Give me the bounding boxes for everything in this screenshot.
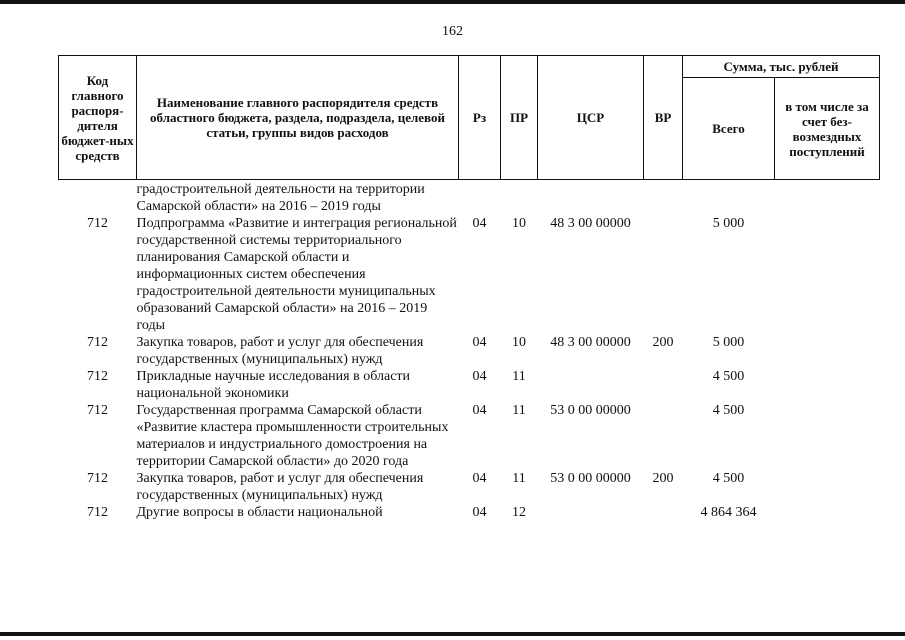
cell-csr: 48 3 00 00000 bbox=[550, 335, 631, 350]
cell-vr bbox=[644, 215, 683, 334]
top-border-rule bbox=[0, 0, 905, 4]
table-row bbox=[59, 470, 880, 504]
header-total: Всего bbox=[683, 78, 775, 180]
cell-vr: 200 bbox=[652, 471, 674, 486]
header-free: в том числе за счет без-возмездных поступлений bbox=[775, 78, 880, 180]
page-number: 162 bbox=[442, 24, 463, 39]
cell-pr: 11 bbox=[512, 369, 526, 384]
cell-code: 712 bbox=[87, 505, 108, 520]
table-row bbox=[59, 334, 880, 368]
cell-free bbox=[775, 215, 880, 334]
cell-rz: 04 bbox=[472, 471, 487, 486]
cell-total: 4 500 bbox=[712, 403, 745, 418]
cell-free bbox=[775, 334, 880, 368]
cell-pr: 11 bbox=[512, 471, 526, 486]
header-vr: ВР bbox=[644, 56, 683, 180]
bottom-border-rule bbox=[0, 632, 905, 636]
header-rz: Рз bbox=[459, 56, 501, 180]
header-sum: Сумма, тыс. рублей bbox=[683, 56, 880, 78]
cell-free bbox=[775, 180, 880, 216]
header-pr: ПР bbox=[501, 56, 538, 180]
cell-free bbox=[775, 402, 880, 470]
cell-total: 5 000 bbox=[712, 335, 745, 350]
cell-vr bbox=[644, 504, 683, 521]
budget-table bbox=[58, 55, 880, 521]
cell-rz: 04 bbox=[472, 369, 487, 384]
cell-vr: 200 bbox=[652, 335, 674, 350]
cell-csr bbox=[538, 180, 644, 216]
cell-name: Закупка товаров, работ и услуг для обеспечения государственных (муниципальных) нужд bbox=[136, 471, 424, 503]
table-row bbox=[59, 368, 880, 402]
cell-csr: 48 3 00 00000 bbox=[550, 216, 631, 231]
cell-total bbox=[683, 180, 775, 216]
cell-pr: 12 bbox=[512, 505, 526, 520]
cell-name: Подпрограмма «Развитие и интеграция региональной государственной системы территориального планирования Самарской области и информационных систем обеспечения градостроительной деятельности муниципальных образований Самарской области» на 2016 – 2019 годы bbox=[136, 216, 457, 333]
cell-vr bbox=[644, 180, 683, 216]
cell-name: Прикладные научные исследования в области национальной экономики bbox=[136, 369, 411, 401]
cell-vr bbox=[644, 368, 683, 402]
cell-code: 712 bbox=[87, 471, 108, 486]
cell-csr bbox=[538, 368, 644, 402]
cell-code: 712 bbox=[87, 403, 108, 418]
header-name: Наименование главного распорядителя средств областного бюджета, раздела, подраздела, целевой статьи, группы видов расходов bbox=[137, 56, 459, 180]
cell-name: Государственная программа Самарской области «Развитие кластера промышленности строительных материалов и индустриального домостроения на территории Самарской области» до 2020 года bbox=[136, 403, 449, 469]
cell-rz: 04 bbox=[472, 403, 487, 418]
cell-pr: 10 bbox=[512, 335, 526, 350]
cell-code: 712 bbox=[87, 216, 108, 231]
cell-pr: 10 bbox=[512, 216, 526, 231]
header-code: Код главного распоря-дителя бюджет-ных средств bbox=[59, 56, 137, 180]
cell-total: 4 864 364 bbox=[700, 505, 757, 520]
table-row bbox=[59, 180, 880, 216]
cell-name: Закупка товаров, работ и услуг для обеспечения государственных (муниципальных) нужд bbox=[136, 335, 424, 367]
cell-csr bbox=[538, 504, 644, 521]
cell-total: 5 000 bbox=[712, 216, 745, 231]
cell-name: градостроительной деятельности на территории Самарской области» на 2016 – 2019 годы bbox=[136, 182, 425, 214]
cell-rz: 04 bbox=[472, 505, 487, 520]
cell-name: Другие вопросы в области национальной bbox=[136, 505, 383, 520]
cell-code bbox=[59, 180, 137, 216]
table-row bbox=[59, 504, 880, 521]
header-csr: ЦСР bbox=[538, 56, 644, 180]
cell-pr bbox=[501, 180, 538, 216]
cell-pr: 11 bbox=[512, 403, 526, 418]
cell-code: 712 bbox=[87, 369, 108, 384]
cell-free bbox=[775, 368, 880, 402]
cell-free bbox=[775, 504, 880, 521]
cell-total: 4 500 bbox=[712, 369, 745, 384]
cell-csr: 53 0 00 00000 bbox=[550, 471, 631, 486]
table-row bbox=[59, 215, 880, 334]
table-row bbox=[59, 402, 880, 470]
cell-vr bbox=[644, 402, 683, 470]
cell-total: 4 500 bbox=[712, 471, 745, 486]
cell-rz bbox=[459, 180, 501, 216]
cell-free bbox=[775, 470, 880, 504]
cell-csr: 53 0 00 00000 bbox=[550, 403, 631, 418]
cell-code: 712 bbox=[87, 335, 108, 350]
cell-rz: 04 bbox=[472, 335, 487, 350]
cell-rz: 04 bbox=[472, 216, 487, 231]
